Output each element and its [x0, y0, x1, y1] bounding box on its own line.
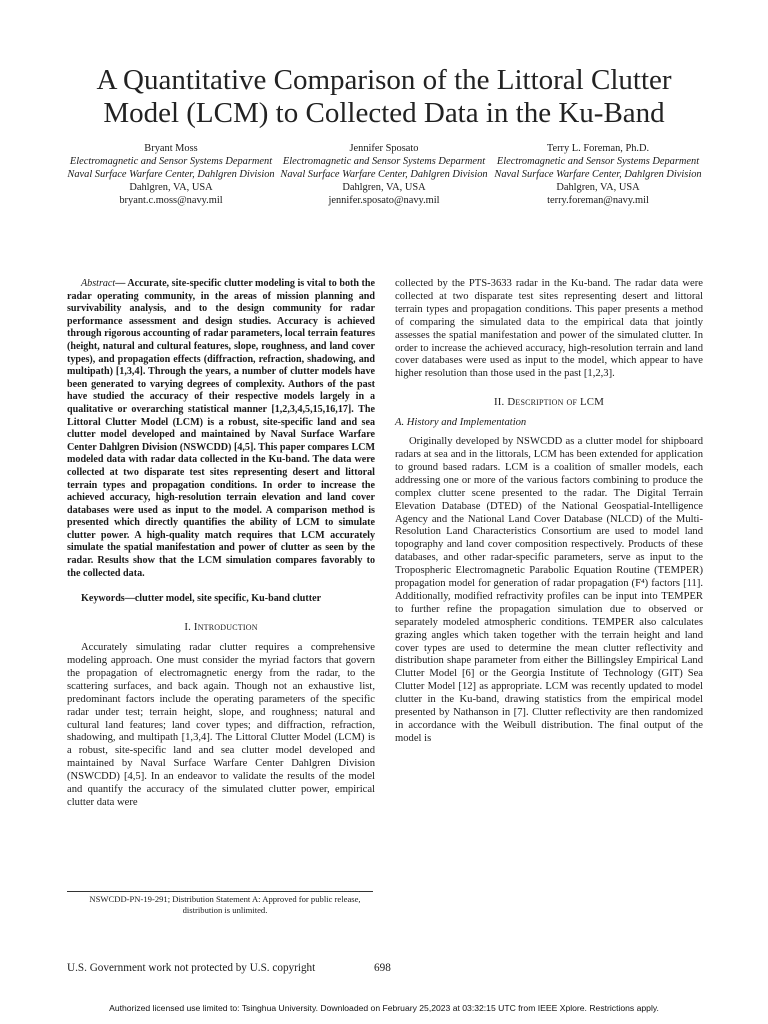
section-heading-description: II. Description of LCM: [493, 396, 605, 409]
history-paragraph: Originally developed by NSWCDD as a clutter model for shipboard radars at sea and in the littorals, LCM has been extended for application to ground based radars. LCM is a coalition of smaller models, each addressing one or more of the various factors combining to produce the complex clutter scene presented to the radar. The Digital Terrain Elevation Database (DTED) of the National Geospatial-Intelligence Agency and the National Land Cover Database (NLCD) of the Multi-Resolution Land Characteristics Consortium are used to model land topography and land cover composition respectively. Products of these databases, and other radar-specific parameters, serve as input to the Tropospheric Electromagnetic Parabolic Equation Routine (TEMPER) propagation model for generation of radar propagation (F⁴) factors [11]. Additionally, modified refractivity profiles can be input into TEMPER to further refine the propagation simulation due to observed or separately modeled atmospheric conditions. TEMPER also calculates grazing angles which taken together with the terrain height and land cover types are used to determine the mean clutter reflectivity and distribution shape parameter from either the Billingsley Empirical Land Clutter Model [6] or the Georgia Institute of Technology (GIT) Sea Clutter Model [12] as appropriate. LCM was recently updated to model clutter in the Ku-band, drawing statistics from the empirical model presented by Nathanson in [7]. Clutter reflectivity are then randomized in accordance with the Weibull distribution. The final output of the model is: [395, 436, 703, 744]
keywords: Keywords—clutter model, site specific, Ku-band clutter: [81, 593, 322, 605]
introduction-continued-paragraph: collected by the PTS-3633 radar in the Ku-band. The radar data were collected at two disparate test sites representing desert and littoral terrain types and propagation conditions. This paper presents a method of comparing the simulated data to the empirical data that jointly assesses the spatial manifestation and power of the simulated clutter. In order to increase the achieved accuracy, high-resolution terrain and land cover databases were used as input to the model, which appear to have higher resolution than those used in the past [1,2,3].: [395, 278, 703, 380]
author-location: Dahlgren, VA, USA: [556, 182, 640, 194]
author-department: Electromagnetic and Sensor Systems Deparment: [282, 156, 486, 168]
abstract-text: — Accurate, site-specific clutter modeling is vital to both the radar operating community, in the areas of mission planning and survivability analysis, and to the design community for radar performance assessment and design studies. Accuracy is achieved through rigorous accounting of radar parameters, local terrain features (height, natural and cultural features, slope, roughness, and land cover types), and propagation effects (diffraction, refraction, shadowing, and multipath) [1,3,4]. Through the years, a number of clutter models have been generated to varying degrees of complexity. Authors of the past have studied the accuracy of their respective models largely in a qualitative or overarching statistical manner [1,2,3,4,5,15,16,17]. The Littoral Clutter Model (LCM) is a robust, site-specific land and sea clutter model developed and maintained by Naval Surface Warfare Center Dahlgren Division (NSWCDD) [4,5]. This paper compares LCM modeled data with radar data collected in the Ku-band. The data were collected at two disparate test sites representing desert and littoral terrain types and propagation conditions. In order to increase the achieved accuracy, high-resolution terrain elevation and land cover databases were used as input to the model. A comparison method is presented which directly quantifies the ability of LCM to simulate clutter power. A high-quality match requires that LCM accurately simulate the spatial manifestation and power of clutter as seen by the radar. Results show that the LCM simulation compares favorably to the collected data.: [67, 278, 375, 579]
author-location: Dahlgren, VA, USA: [129, 182, 213, 194]
abstract: [67, 278, 375, 580]
author-email: terry.foreman@navy.mil: [547, 195, 649, 207]
author-department: Electromagnetic and Sensor Systems Deparment: [496, 156, 700, 168]
author-department: Electromagnetic and Sensor Systems Deparment: [69, 156, 273, 168]
author-block-3: [491, 142, 705, 207]
right-column: [395, 278, 703, 746]
author-block-1: [64, 142, 278, 207]
left-column: [67, 278, 375, 810]
author-organization: Naval Surface Warfare Center, Dahlgren Division: [67, 169, 275, 181]
section-heading-introduction: I. Introduction: [184, 621, 258, 634]
author-name: Terry L. Foreman, Ph.D.: [546, 143, 650, 154]
paper-title: A Quantitative Comparison of the Littoral Clutter Model (LCM) to Collected Data in the Ku-Band: [96, 64, 672, 129]
author-name: Jennifer Sposato: [349, 143, 419, 154]
author-name: Bryant Moss: [144, 143, 198, 154]
author-organization: Naval Surface Warfare Center, Dahlgren Division: [494, 169, 702, 181]
license-banner: Authorized licensed use limited to: Tsinghua University. Downloaded on February 25,2023 at 03:32:15 UTC from IEEE Xplore. Restrictions apply.: [109, 1003, 659, 1013]
page-number: 698: [374, 962, 391, 974]
abstract-lead: Abstract: [81, 278, 116, 289]
author-location: Dahlgren, VA, USA: [342, 182, 426, 194]
introduction-paragraph: Accurately simulating radar clutter requires a comprehensive modeling approach. One must consider the myriad factors that govern the propagation of electromagnetic energy from the radar, to the scattering surfaces, and back again. Though not an exhaustive list, predominant factors include the operating parameters of the specific radar under test; terrain height, slope, and roughness; natural and cultural land features; land cover types; and diffraction, refraction, shadowing, and multipath [1,3,4]. The Littoral Clutter Model (LCM) is a robust, site-specific land and sea clutter model developed and maintained by Naval Surface Warfare Center Dahlgren Division (NSWCDD) [4,5]. In an endeavor to validate the results of the model and quantify the accuracy of the simulated clutter power, empirical clutter data were: [67, 642, 375, 808]
footnote-divider: [67, 891, 373, 892]
author-email: bryant.c.moss@navy.mil: [119, 195, 223, 207]
author-email: jennifer.sposato@navy.mil: [328, 195, 440, 207]
copyright-notice: U.S. Government work not protected by U.S. copyright: [67, 962, 316, 974]
subsection-heading-history: A. History and Implementation: [395, 417, 527, 429]
author-block-2: [277, 142, 491, 207]
author-organization: Naval Surface Warfare Center, Dahlgren Division: [280, 169, 488, 181]
footnote: NSWCDD-PN-19-291; Distribution Statement A: Approved for public release, distribution is unlimited.: [89, 894, 361, 915]
